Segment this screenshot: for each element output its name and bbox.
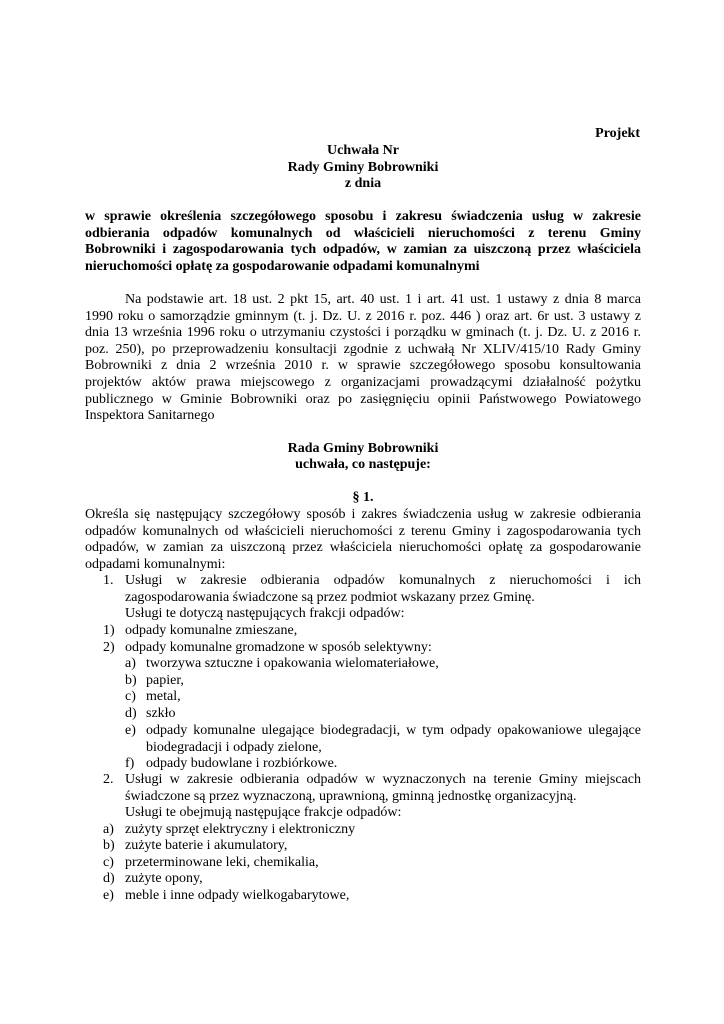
preamble-line: Na podstawie art. 18 ust. 2 pkt 15, art. 40 ust. 1 i art. 41 ust. 1 ustawy z dnia 8 marca	[125, 292, 641, 307]
preamble-line: dnia 13 września 1996 roku o utrzymaniu czystości i porządku w gminach (t. j. Dz. U. z 2016 r.	[85, 325, 641, 341]
fraction-number: 1)	[103, 623, 115, 638]
point-1-text	[125, 573, 641, 623]
fraction-number: 2)	[103, 640, 115, 655]
point-number: 1.	[103, 573, 114, 588]
point-line: Usługi w zakresie odbierania odpadów komunalnych z nieruchomości i ich	[125, 573, 641, 588]
intro-line: odpadami komunalnymi:	[85, 556, 226, 572]
sub-item-letter: b)	[103, 838, 115, 853]
sub-item-text: meble i inne odpady wielkogabarytowe,	[125, 888, 350, 903]
preamble-line: publicznego w Gminie Bobrowniki oraz po zasięgnięciu opinii Państwowego Powiatowego	[85, 391, 641, 407]
subject-line: Bobrowniki i zagospodarowania tych odpadów, w zamian za uiszczoną przez właściciela	[85, 242, 641, 258]
preamble-line: poz. 250), po przeprowadzeniu konsultacji zgodnie z uchwałą Nr XLIV/415/10 Rady Gminy	[85, 341, 641, 357]
fraction-text: odpady komunalne zmieszane,	[125, 623, 298, 638]
council-name: Rady Gminy Bobrowniki	[287, 160, 439, 175]
resolution-date: z dnia	[344, 176, 382, 191]
council-resolves-line2: uchwała, co następuje:	[295, 457, 431, 472]
sub-item-letter: a)	[125, 656, 136, 671]
preamble-line: Bobrowniki z dnia 2 września 2010 r. w sprawie szczegółowego sposobu konsultowania	[85, 358, 641, 374]
sub-item-line: biodegradacji i odpady zielone,	[146, 739, 322, 755]
sub-item-text: zużyte baterie i akumulatory,	[125, 838, 288, 853]
sub-item-letter: c)	[103, 855, 114, 870]
sub-item-letter: c)	[125, 689, 136, 704]
preamble-line: projektów aktów prawa miejscowego z organizacjami prowadzącymi działalność pożytku	[85, 374, 641, 390]
point-2-text	[125, 772, 641, 822]
sub-item-text: papier,	[146, 673, 184, 688]
sub-item-letter: d)	[103, 871, 115, 886]
point-number: 2.	[103, 772, 114, 787]
sub-item-letter: a)	[103, 822, 114, 837]
point-line: świadczone są przez wyznaczoną, uprawnioną, gminną jednostkę organizacyjną.	[125, 788, 577, 804]
point-line: zagospodarowania świadczone są przez podmiot wskazany przez Gminę.	[125, 589, 535, 605]
sub-item-text: tworzywa sztuczne i opakowania wielomateriałowe,	[146, 656, 439, 671]
section-intro	[85, 507, 641, 573]
subject-line: nieruchomości opłatę za gospodarowanie odpadami komunalnymi	[85, 258, 480, 274]
sub-item-letter: b)	[125, 673, 137, 688]
sub-item-letter: d)	[125, 706, 137, 721]
sub-item-text	[146, 723, 641, 756]
resolution-subject	[85, 209, 641, 275]
sub-item-text: odpady budowlane i rozbiórkowe.	[146, 756, 338, 771]
preamble-line: Inspektora Sanitarnego	[85, 408, 215, 424]
sub-item-text: szkło	[146, 706, 176, 721]
resolution-number: Uchwała Nr	[327, 143, 399, 158]
sub-item-letter: e)	[125, 723, 136, 738]
intro-line: Określa się następujący szczegółowy sposób i zakres świadczenia usług w zakresie odbierania	[85, 507, 641, 522]
intro-line: odpadów komunalnych od właścicieli nieruchomości z terenu Gminy i zagospodarowania tych	[85, 523, 641, 539]
point-line: Usługi te dotyczą następujących frakcji odpadów:	[125, 606, 405, 622]
council-resolves-line1: Rada Gminy Bobrowniki	[287, 441, 439, 456]
section-heading: § 1.	[352, 490, 374, 505]
sub-item-text: metal,	[146, 689, 181, 704]
preamble-line: 1990 roku o samorządzie gminnym (t. j. Dz. U. z 2016 r. poz. 446 ) oraz art. 6r ust. 3 ustawy z	[85, 308, 641, 324]
fraction-text: odpady komunalne gromadzone w sposób selektywny:	[125, 640, 432, 655]
sub-item-text: zużyty sprzęt elektryczny i elektroniczny	[125, 822, 356, 837]
sub-item-line: odpady komunalne ulegające biodegradacji, w tym odpady opakowaniowe ulegające	[146, 723, 641, 738]
point-line: Usługi w zakresie odbierania odpadów w wyznaczonych na terenie Gminy miejscach	[125, 772, 641, 787]
sub-item-text: zużyte opony,	[125, 871, 203, 886]
legal-basis-paragraph	[85, 292, 641, 425]
draft-label: Projekt	[595, 126, 640, 141]
sub-item-letter: f)	[125, 756, 135, 771]
intro-line: odpadów, w zamian za uiszczoną przez właściciela nieruchomości opłatę za gospodarowanie	[85, 540, 641, 556]
point-line: Usługi te obejmują następujące frakcje odpadów:	[125, 805, 402, 821]
subject-line: w sprawie określenia szczegółowego sposobu i zakresu świadczenia usług w zakresie	[85, 209, 641, 224]
sub-item-text: przeterminowane leki, chemikalia,	[125, 855, 319, 870]
sub-item-letter: e)	[103, 888, 114, 903]
subject-line: odbierania odpadów komunalnych od właścicieli nieruchomości z terenu Gminy	[85, 225, 641, 241]
